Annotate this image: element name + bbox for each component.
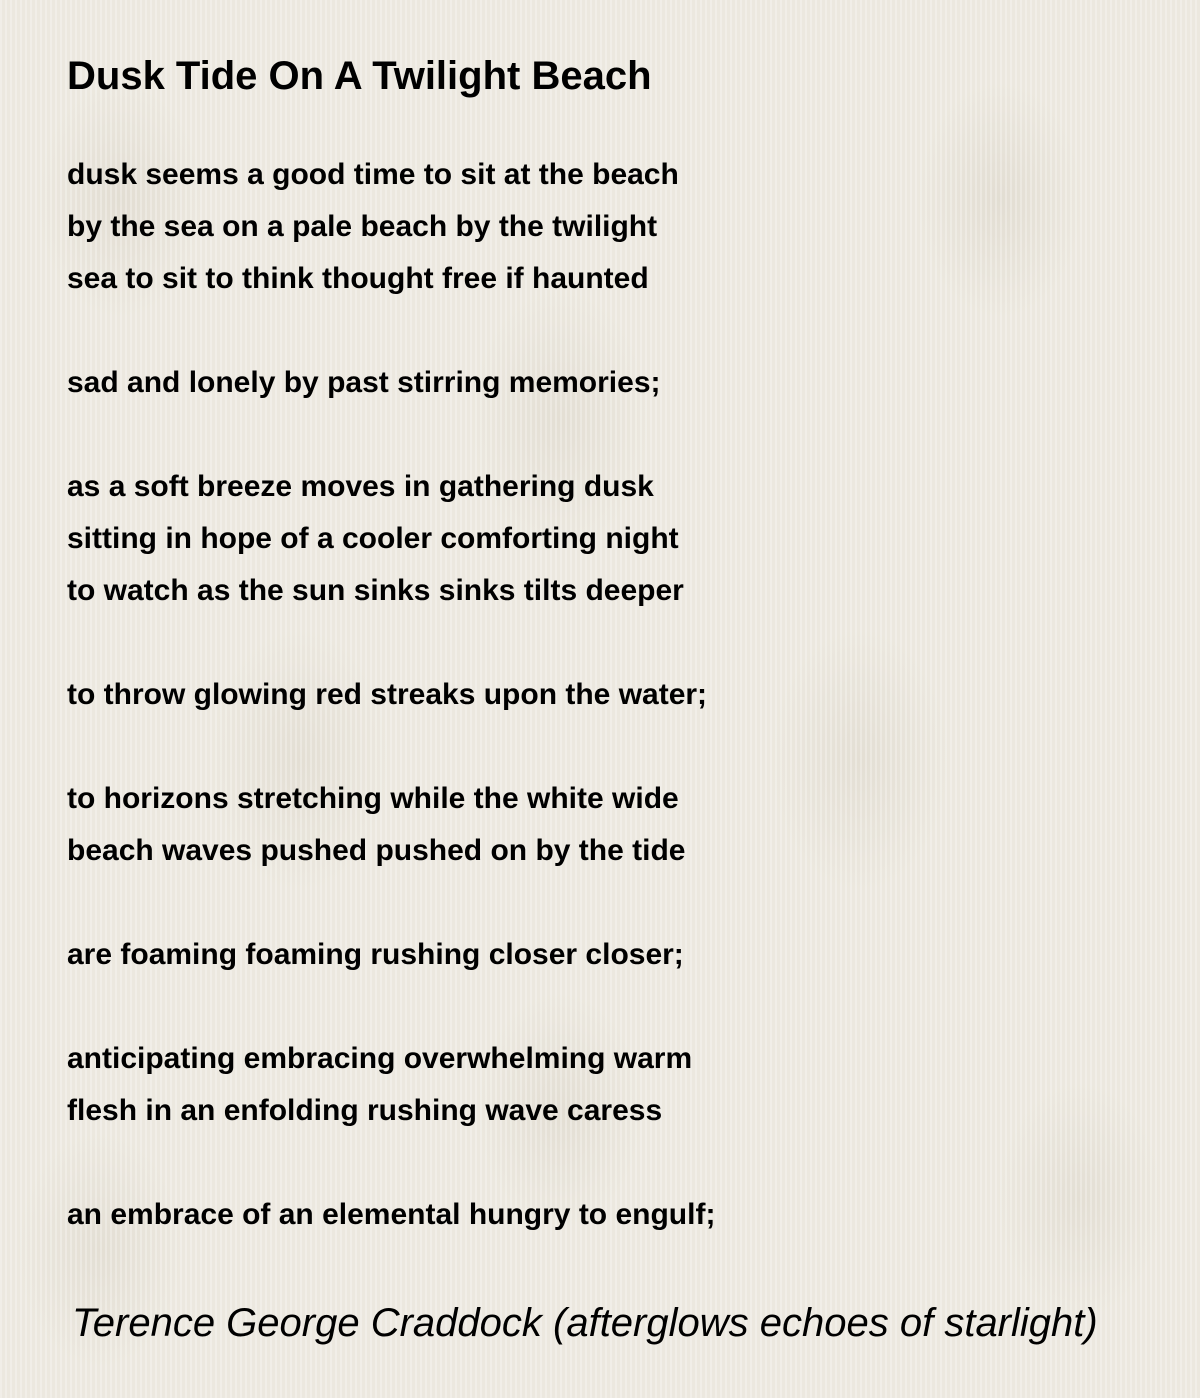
- stanza-break: [67, 981, 1167, 1033]
- poem-line: an embrace of an elemental hungry to engulf;: [67, 1198, 716, 1231]
- poem-line: to horizons stretching while the white wide: [67, 782, 679, 815]
- stanza-break: [67, 877, 1167, 929]
- poem-line: anticipating embracing overwhelming warm: [67, 1042, 693, 1075]
- poem-line: dusk seems a good time to sit at the beach: [67, 158, 679, 191]
- stanza-break: [67, 1137, 1167, 1189]
- poem-line: flesh in an enfolding rushing wave caress: [67, 1094, 663, 1127]
- poem-title: Dusk Tide On A Twilight Beach: [67, 54, 652, 98]
- poem-line: to throw glowing red streaks upon the water;: [67, 678, 708, 711]
- stanza-break: [67, 305, 1167, 357]
- poem-line: sitting in hope of a cooler comforting night: [67, 522, 679, 555]
- poem-line: are foaming foaming rushing closer closer;: [67, 938, 684, 971]
- poem-line: beach waves pushed pushed on by the tide: [67, 834, 686, 867]
- poem-line: sad and lonely by past stirring memories;: [67, 366, 661, 399]
- stanza-break: [67, 409, 1167, 461]
- poem-line: as a soft breeze moves in gathering dusk: [67, 470, 654, 503]
- poem-body: [67, 149, 1167, 1241]
- poem-line: by the sea on a pale beach by the twilight: [67, 210, 658, 243]
- poem-line: sea to sit to think thought free if haunted: [67, 262, 649, 295]
- poem-author: Terence George Craddock (afterglows echoes of starlight): [72, 1301, 1098, 1345]
- stanza-break: [67, 617, 1167, 669]
- poem-line: to watch as the sun sinks sinks tilts deeper: [67, 574, 684, 607]
- stanza-break: [67, 721, 1167, 773]
